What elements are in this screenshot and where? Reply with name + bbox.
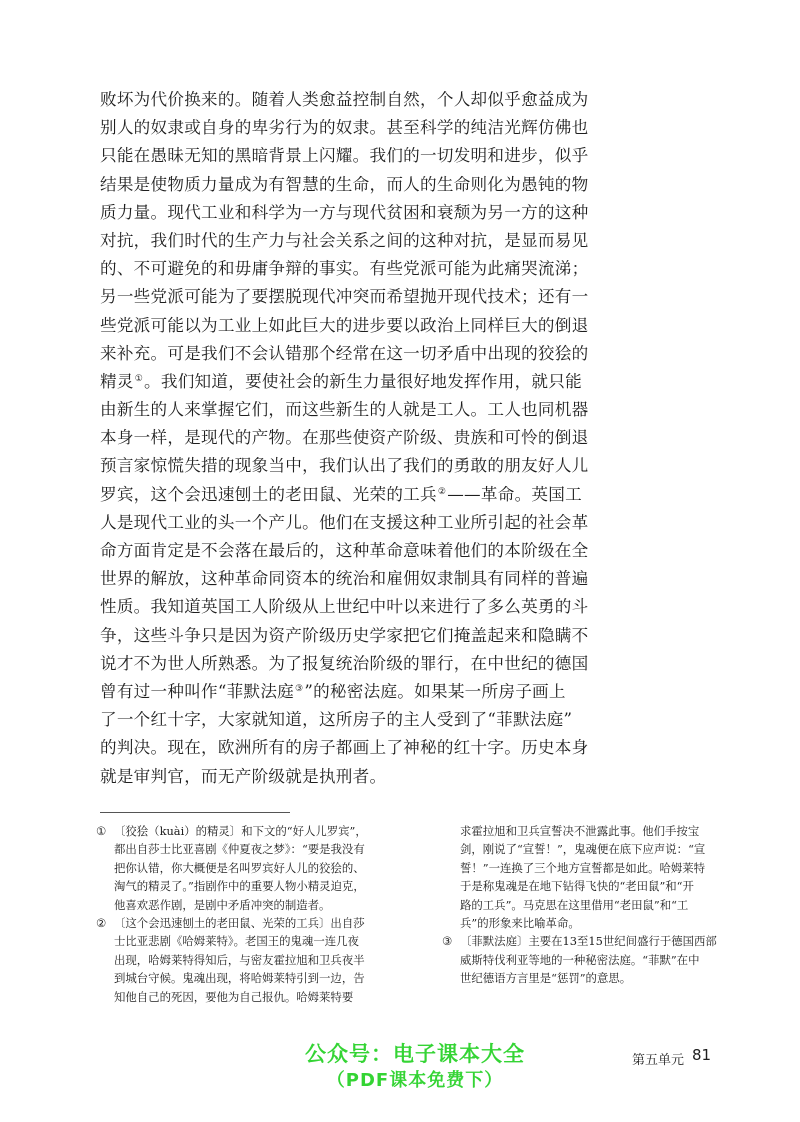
text-line xyxy=(100,481,690,509)
footnote-text: 誓！”一连换了三个地方宣誓都是如此。哈姆莱特 xyxy=(460,860,706,875)
footnote-number: ① xyxy=(96,824,107,838)
footnote-text: 路的工兵”。马克思在这里借用“老田鼠”和“工 xyxy=(460,897,689,912)
text-line xyxy=(100,424,690,452)
text-line xyxy=(100,565,690,593)
text-segment: 结果是使物质力量成为有智慧的生命，而人的生命则化为愚钝的物 xyxy=(100,174,589,194)
footnote-line xyxy=(96,896,396,914)
text-segment: 的、不可避免的和毋庸争辩的事实。有些党派可能为此痛哭流涕； xyxy=(100,259,589,279)
text-line xyxy=(100,650,690,678)
text-segment: 由新生的人来掌握它们，而这些新生的人就是工人。工人也同机器 xyxy=(100,400,589,420)
footnote-text: 出现，哈姆莱特得知后，与密友霍拉旭和卫兵夜半 xyxy=(114,952,365,967)
footnote-text: 〔这个会迅速刨土的老田鼠、光荣的工兵〕出自莎 xyxy=(114,915,365,930)
text-segment: 只能在愚昧无知的黑暗背景上闪耀。我们的一切发明和进步，似乎 xyxy=(100,146,589,166)
watermark-line-2: （PDF课本免费下） xyxy=(326,1070,504,1091)
text-line xyxy=(100,86,690,114)
text-line xyxy=(100,678,690,706)
footnote-line xyxy=(96,859,396,877)
text-segment: 人是现代工业的头一个产儿。他们在支援这种工业所引起的社会革 xyxy=(100,512,589,532)
footnote-number: ③ xyxy=(442,934,453,949)
footnote-line xyxy=(442,951,722,969)
footnote-text: 知他自己的死因，要他为自己报仇。哈姆莱特要 xyxy=(114,989,354,1004)
footnote-line xyxy=(442,914,722,932)
footnote-line xyxy=(96,951,396,969)
text-line xyxy=(100,706,690,734)
text-line xyxy=(100,114,690,142)
footnote-line xyxy=(442,840,722,858)
text-line xyxy=(100,340,690,368)
text-segment: 质力量。现代工业和科学为一方与现代贫困和衰颓为另一方的这种 xyxy=(100,202,589,222)
footnote-line xyxy=(96,822,396,840)
footnote-line xyxy=(442,822,722,840)
text-segment: 罗宾，这个会迅速刨土的老田鼠、光荣的工兵 xyxy=(100,484,437,504)
text-segment: 败坏为代价换来的。随着人类愈益控制自然，个人却似乎愈益成为 xyxy=(100,90,589,109)
text-segment: 说才不为世人所熟悉。为了报复统治阶级的罪行，在中世纪的德国 xyxy=(100,653,589,673)
footnote-line xyxy=(96,840,396,858)
text-segment: 精灵 xyxy=(100,371,134,391)
footnote-line xyxy=(96,969,396,987)
footnote-line xyxy=(442,859,722,877)
text-segment: 就是审判官，而无产阶级就是执刑者。 xyxy=(100,766,387,786)
footnote-marker[interactable]: ② xyxy=(437,486,447,497)
text-line xyxy=(100,593,690,621)
footnote-line xyxy=(442,969,722,987)
text-segment: 来补充。可是我们不会认错那个经常在这一切矛盾中出现的狡狯的 xyxy=(100,343,589,363)
text-segment: 本身一样，是现代的产物。在那些使资产阶级、贵族和可怜的倒退 xyxy=(100,428,589,448)
text-line xyxy=(100,368,690,396)
footnote-text: 世纪德语方言里是“惩罚”的意思。 xyxy=(460,971,632,986)
footnote-line xyxy=(96,988,396,1006)
text-segment: 曾有过一种叫作“菲默法庭 xyxy=(100,681,295,701)
text-line xyxy=(100,142,690,170)
footnote-text: 求霍拉旭和卫兵宣誓决不泄露此事。他们手按宝 xyxy=(460,824,700,838)
footnote-line xyxy=(96,932,396,950)
text-segment: 对抗，我们时代的生产力与社会关系之间的这种对抗，是显而易见 xyxy=(100,230,589,250)
footnote-text: 〔狡狯（kuài）的精灵〕和下文的“好人儿罗宾”， xyxy=(114,824,367,838)
footnote-text: 他喜欢恶作剧，是剧中矛盾冲突的制造者。 xyxy=(114,897,331,912)
footnote-marker[interactable]: ③ xyxy=(295,683,304,694)
footnote-marker[interactable]: ① xyxy=(134,373,144,384)
footnote-text: 于是称鬼魂是在地下钻得飞快的“老田鼠”和“开 xyxy=(460,879,694,894)
footnotes-right-column xyxy=(442,822,722,988)
footnote-number: ② xyxy=(96,915,107,930)
footnote-line xyxy=(442,877,722,895)
text-line xyxy=(100,452,690,480)
text-line xyxy=(100,199,690,227)
text-line xyxy=(100,255,690,283)
text-line xyxy=(100,227,690,255)
text-segment: 性质。我知道英国工人阶级从上世纪中叶以来进行了多么英勇的斗 xyxy=(100,597,589,617)
text-segment: 命方面肯定是不会落在最后的，这种革命意味着他们的本阶级在全 xyxy=(100,541,589,560)
text-segment: 的判决。现在，欧洲所有的房子都画上了神秘的红十字。历史本身 xyxy=(100,738,589,758)
text-line xyxy=(100,622,690,650)
text-line xyxy=(100,312,690,340)
watermark-line-1: 公众号：电子课本大全 xyxy=(305,1042,525,1066)
text-segment: 预言家惊慌失措的现象当中，我们认出了我们的勇敢的朋友好人儿 xyxy=(100,456,589,476)
text-segment: 别人的奴隶或自身的卑劣行为的奴隶。甚至科学的纯洁光辉仿佛也 xyxy=(100,118,589,138)
page-number: 81 xyxy=(692,1046,712,1064)
text-segment: 。我们知道，要使社会的新生力量很好地发挥作用，就只能 xyxy=(144,371,582,391)
footnote-line xyxy=(96,877,396,895)
text-segment: 些党派可能以为工业上如此巨大的进步要以政治上同样巨大的倒退 xyxy=(100,315,589,335)
text-line xyxy=(100,396,690,424)
footnote-text: 淘气的精灵了。”指剧作中的重要人物小精灵迫克， xyxy=(114,879,365,894)
footnote-text: 士比亚悲剧《哈姆莱特》。老国王的鬼魂一连几夜 xyxy=(114,934,359,949)
text-line xyxy=(100,537,690,565)
text-line xyxy=(100,509,690,537)
text-segment: 另一些党派可能为了要摆脱现代冲突而希望抛开现代技术；还有一 xyxy=(100,287,589,307)
footnote-line xyxy=(442,896,722,914)
footnote-line xyxy=(442,932,722,950)
text-segment: ——革命。英国工 xyxy=(447,484,582,504)
body-text xyxy=(100,86,690,791)
text-segment: ”的秘密法庭。如果某一所房子画上 xyxy=(304,681,566,701)
footnote-text: 剑，刚说了“宣誓！”，鬼魂便在底下应声说：“宣 xyxy=(460,842,706,857)
footnote-text: 到城台守候。鬼魂出现，将哈姆莱特引到一边，告 xyxy=(114,971,365,986)
text-segment: 了一个红十字，大家就知道，这所房子的主人受到了“菲默法庭” xyxy=(100,710,573,730)
footnote-text: 〔菲默法庭〕主要在13至15世纪间盛行于德国西部 xyxy=(460,934,717,949)
text-segment: 争，这些斗争只是因为资产阶级历史学家把它们掩盖起来和隐瞒不 xyxy=(100,625,589,645)
footnotes-left-column xyxy=(96,822,396,1006)
text-line xyxy=(100,734,690,762)
footnote-text: 都出自莎士比亚喜剧《仲夏夜之梦》：“要是我没有 xyxy=(114,842,365,857)
footnote-line xyxy=(96,914,396,932)
text-line xyxy=(100,763,690,791)
text-line xyxy=(100,283,690,311)
text-segment: 世界的解放，这种革命同资本的统治和雇佣奴隶制具有同样的普遍 xyxy=(100,569,589,589)
footnote-text: 威斯特伐利亚等地的一种秘密法庭。“菲默”在中 xyxy=(460,952,700,967)
unit-label: 第五单元 xyxy=(632,1053,685,1068)
footnote-text: 把你认错，你大概便是名叫罗宾好人儿的狡狯的、 xyxy=(114,860,365,875)
footnote-text: 兵”的形象来比喻革命。 xyxy=(460,915,580,930)
text-line xyxy=(100,171,690,199)
footnote-divider xyxy=(100,812,290,813)
